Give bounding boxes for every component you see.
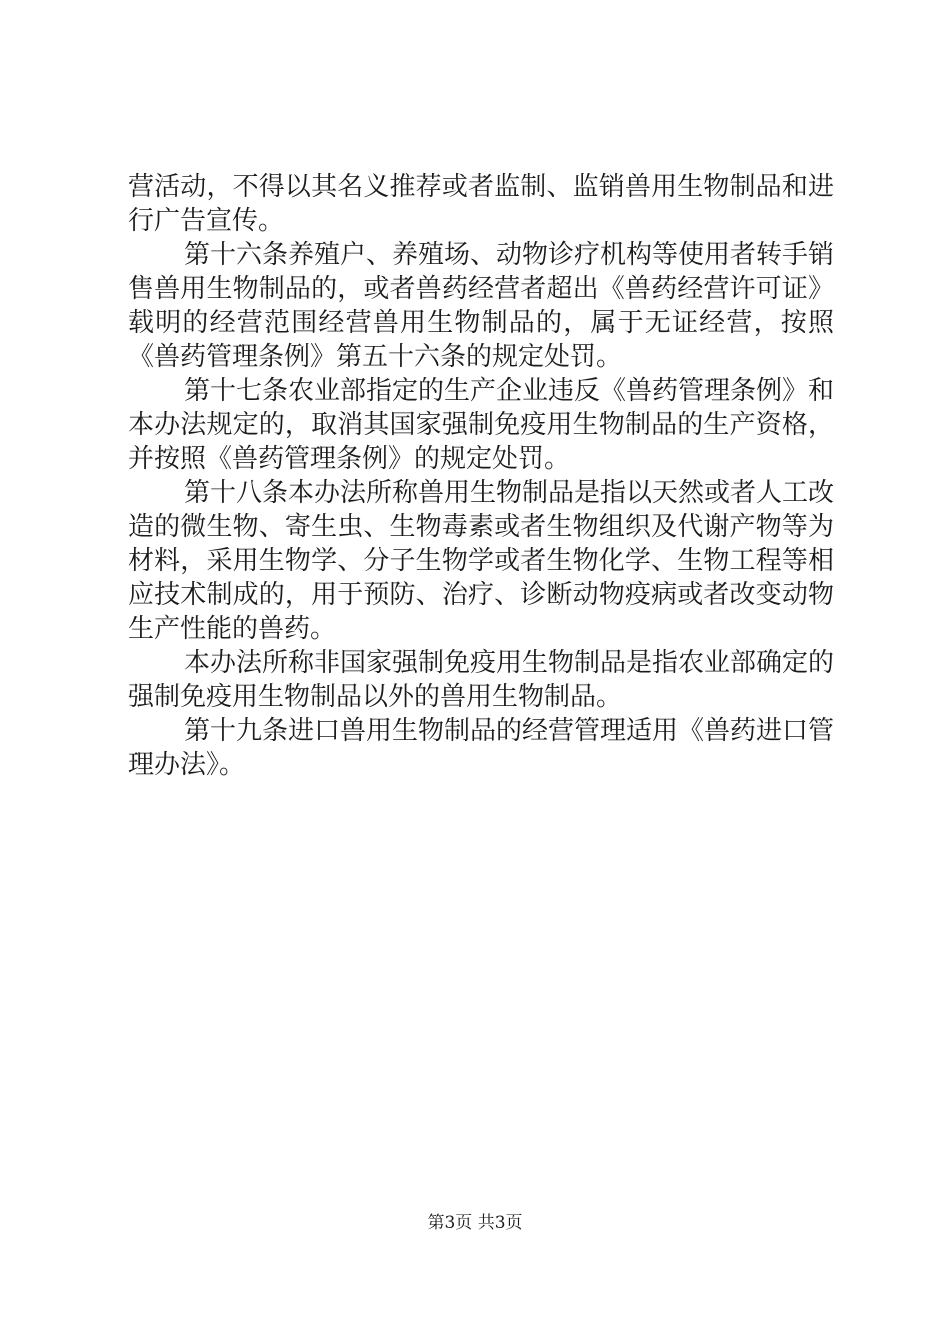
text-line: 本办法所称非国家强制免疫用生物制品是指农业部确定的	[184, 648, 834, 678]
text-line: 营活动，不得以其名义推荐或者监制、监销兽用生物制品和进	[128, 172, 834, 202]
text-line: 第十七条农业部指定的生产企业违反《兽药管理条例》和	[184, 376, 834, 406]
text-line: 并按照《兽药管理条例》的规定处罚。	[128, 444, 571, 474]
text-line: 行广告宣传。	[128, 206, 285, 236]
page-number: 第3页 共3页	[427, 1213, 523, 1233]
text-line: 应技术制成的，用于预防、治疗、诊断动物疫病或者改变动物	[128, 580, 834, 610]
text-line: 材料，采用生物学、分子生物学或者生物化学、生物工程等相	[128, 546, 834, 576]
text-line: 《兽药管理条例》第五十六条的规定处罚。	[128, 342, 623, 372]
document-body	[128, 170, 834, 782]
text-line: 载明的经营范围经营兽用生物制品的，属于无证经营，按照	[128, 308, 834, 338]
text-line: 第十八条本办法所称兽用生物制品是指以天然或者人工改	[184, 478, 834, 508]
text-line: 本办法规定的，取消其国家强制免疫用生物制品的生产资格，	[128, 410, 834, 440]
text-line: 造的微生物、寄生虫、生物毒素或者生物组织及代谢产物等为	[128, 512, 834, 542]
text-line: 第十六条养殖户、养殖场、动物诊疗机构等使用者转手销	[184, 240, 834, 270]
text-line: 理办法》。	[128, 750, 246, 780]
text-line: 强制免疫用生物制品以外的兽用生物制品。	[128, 682, 623, 712]
text-line: 售兽用生物制品的，或者兽药经营者超出《兽药经营许可证》	[128, 274, 834, 304]
text-line: 生产性能的兽药。	[128, 614, 337, 644]
text-line: 第十九条进口兽用生物制品的经营管理适用《兽药进口管	[184, 716, 834, 746]
